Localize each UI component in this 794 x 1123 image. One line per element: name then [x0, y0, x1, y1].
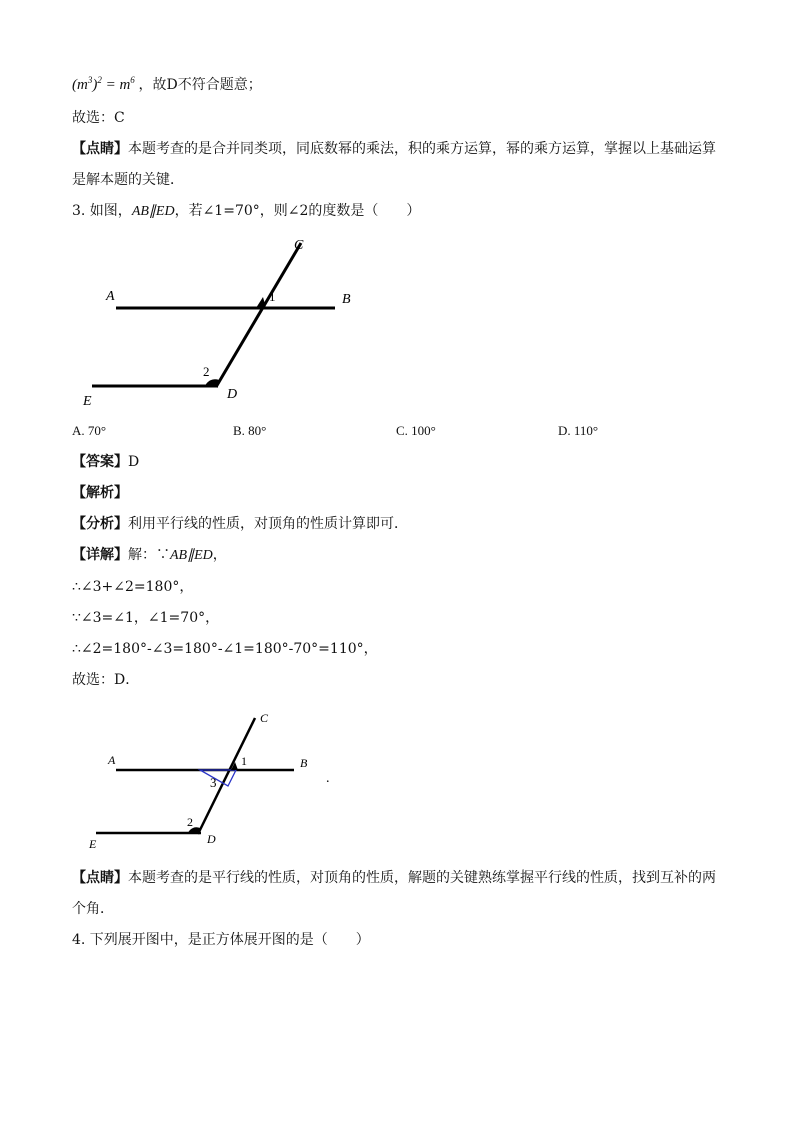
- answer-tag: 【答案】: [72, 454, 128, 470]
- label-a-2: A: [108, 753, 116, 767]
- label-d-2: D: [207, 832, 216, 846]
- dianjing-tag: 【点睛】: [72, 141, 128, 157]
- label-a: A: [106, 289, 115, 304]
- label-e-2: E: [89, 837, 97, 851]
- angle-1-mark: [256, 297, 266, 308]
- exp-inner: 3: [87, 75, 93, 85]
- label-3-2: 3: [210, 775, 217, 790]
- step-3: ∴∠2=180°-∠3=180°-∠1=180°-70°=110°，: [72, 641, 378, 657]
- step-2: ∵∠3=∠1，∠1=70°，: [72, 610, 220, 626]
- dianjing-2: [72, 868, 716, 888]
- label-1: 1: [269, 289, 276, 304]
- option-c: C. 100°: [396, 423, 436, 438]
- question-4: 4. 下列展开图中，是正方体展开图的是（ ）: [72, 932, 370, 948]
- expr-eq: = m: [101, 77, 131, 93]
- jiexi-tag: 【解析】: [72, 485, 128, 501]
- xiangjie-end: ，: [212, 547, 227, 563]
- dianjing-2-tag: 【点睛】: [72, 870, 128, 886]
- angle-3-mark: [200, 770, 236, 786]
- expr-close: ): [92, 77, 98, 93]
- dianjing-2-cont: 个角．: [72, 901, 114, 917]
- label-e: E: [83, 394, 92, 409]
- exp-result: 6: [130, 75, 135, 85]
- option-d: D. 110°: [558, 423, 599, 438]
- fenxi-text: 利用平行线的性质，对顶角的性质计算即可．: [128, 516, 408, 532]
- fenxi-line: [72, 514, 408, 534]
- label-1-2: 1: [241, 754, 247, 768]
- q3-mid: ，若∠1=70°，则∠2的度数是（ ）: [174, 203, 421, 219]
- expr-open: (m: [72, 77, 88, 93]
- answer-value: D: [128, 454, 140, 470]
- question-3: [72, 201, 420, 222]
- label-b-2: B: [300, 756, 308, 770]
- line-dc-2: [198, 718, 255, 834]
- xiangjie-line: [72, 545, 227, 566]
- label-d: D: [227, 387, 238, 402]
- label-b: B: [342, 292, 351, 307]
- label-c: C: [294, 238, 304, 253]
- answer-line: [72, 452, 139, 472]
- dianjing-1: [72, 139, 716, 159]
- xiangjie-text: 解：∵: [128, 547, 170, 563]
- figure-2: [80, 706, 350, 856]
- dianjing-1-cont: 是解本题的关键．: [72, 172, 184, 188]
- label-2: 2: [203, 364, 210, 379]
- option-a: A. 70°: [72, 423, 107, 438]
- q3-cond: AB∥ED: [131, 204, 175, 219]
- q3-pre: 如图，: [85, 203, 132, 219]
- choose-c: 故选：C: [72, 110, 125, 126]
- xiangjie-cond: AB∥ED: [170, 548, 213, 563]
- choose-d: 故选：D．: [72, 672, 140, 688]
- line-dc: [216, 243, 301, 387]
- label-2-2: 2: [187, 815, 193, 829]
- option-b: B. 80°: [233, 423, 267, 438]
- fenxi-tag: 【分析】: [72, 516, 128, 532]
- dianjing-text: 本题考查的是合并同类项，同底数幂的乘法，积的乘方运算，幂的乘方运算，掌握以上基础运算: [128, 141, 716, 157]
- step-1: ∴∠3+∠2=180°，: [72, 579, 194, 595]
- figure-1: [70, 235, 370, 410]
- q3-number: 3.: [72, 203, 86, 219]
- equation-line: [72, 70, 262, 95]
- exp-outer: 2: [97, 75, 102, 85]
- xiangjie-tag: 【详解】: [72, 547, 128, 563]
- equation-note: ，故D不符合题意；: [138, 77, 262, 93]
- label-c-2: C: [260, 711, 269, 725]
- dianjing-2-text: 本题考查的是平行线的性质，对顶角的性质，解题的关键熟练掌握平行线的性质，找到互补的两: [128, 870, 716, 886]
- trailing-period: .: [326, 771, 330, 786]
